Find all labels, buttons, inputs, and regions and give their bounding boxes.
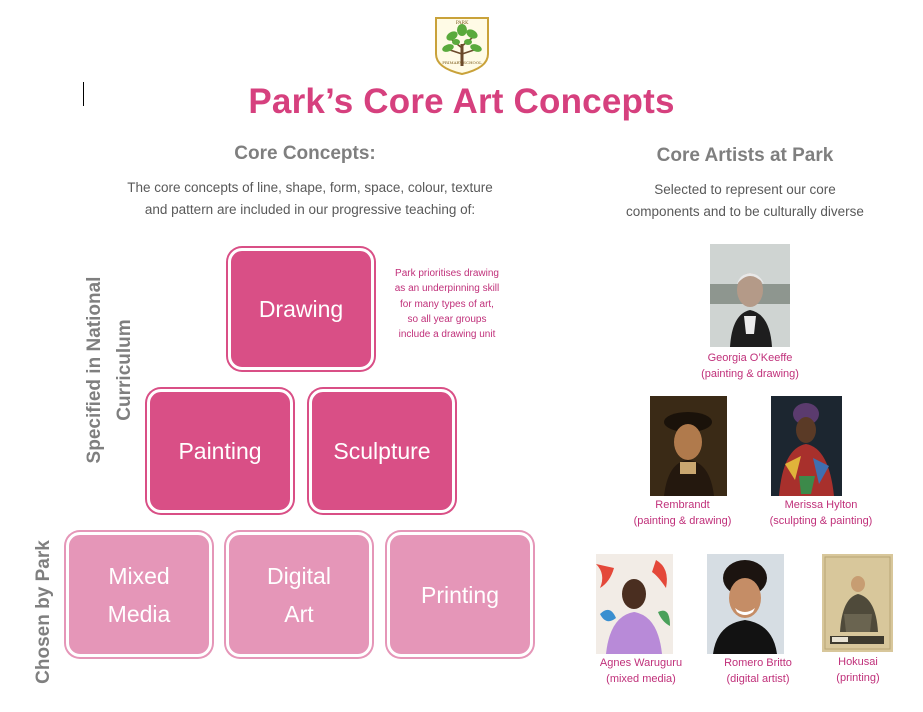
artist-caption-okeeffe bbox=[672, 350, 828, 382]
drawing-box bbox=[228, 248, 374, 370]
rembrandt-photo bbox=[650, 396, 727, 496]
core-artists-intro bbox=[590, 179, 900, 223]
painting-box bbox=[147, 389, 293, 513]
artist-name: Merissa Hylton bbox=[784, 499, 858, 511]
intro-line-2: and pattern are included in our progressive teaching of: bbox=[144, 202, 476, 217]
artists-intro-line-2: components and to be culturally diverse bbox=[626, 204, 864, 219]
note-line: as an underpinning skill bbox=[394, 283, 500, 295]
chosen-by-park-label: Chosen by Park bbox=[33, 540, 54, 684]
note-line: include a drawing unit bbox=[398, 329, 496, 341]
page-title: Park’s Core Art Concepts bbox=[248, 82, 675, 121]
note-line: so all year groups bbox=[407, 313, 487, 325]
artist-role: (digital artist) bbox=[726, 673, 790, 685]
artist-caption-rembrandt bbox=[610, 497, 755, 529]
artists-intro-line-1: Selected to represent our core bbox=[654, 182, 836, 197]
romero-britto-photo bbox=[707, 554, 784, 654]
mixed-media-line-1: Mixed bbox=[108, 562, 170, 589]
specified-label-line-1: Specified in National bbox=[84, 276, 105, 464]
painting-label: Painting bbox=[178, 438, 262, 464]
merissa-hylton-photo bbox=[771, 396, 842, 496]
artist-caption-britto bbox=[712, 655, 804, 687]
printing-box bbox=[387, 532, 533, 657]
artist-name: Hokusai bbox=[838, 656, 878, 668]
drawing-label: Drawing bbox=[258, 296, 344, 322]
logo-top-text: PARK bbox=[455, 21, 469, 26]
artist-caption-waruguru bbox=[591, 655, 691, 687]
digital-art-box bbox=[226, 532, 372, 657]
note-line: Park prioritises drawing bbox=[395, 268, 499, 279]
drawing-priority-note bbox=[386, 266, 508, 342]
digital-art-line-1: Digital bbox=[267, 562, 331, 589]
hokusai-photo bbox=[822, 554, 893, 652]
mixed-media-line-2: Media bbox=[107, 600, 171, 627]
core-concepts-heading: Core Concepts: bbox=[234, 143, 376, 164]
intro-line-1: The core concepts of line, shape, form, space, colour, texture bbox=[127, 180, 493, 195]
core-concepts-intro bbox=[60, 177, 560, 221]
core-artists-heading: Core Artists at Park bbox=[656, 145, 834, 166]
artist-name: Rembrandt bbox=[655, 499, 710, 511]
artist-caption-hylton bbox=[752, 497, 890, 529]
artist-name: Romero Britto bbox=[724, 657, 792, 669]
digital-art-line-2: Art bbox=[284, 600, 314, 627]
georgia-okeeffe-photo bbox=[710, 244, 790, 347]
sculpture-box bbox=[309, 389, 455, 513]
logo-bottom-text: PRIMARY SCHOOL bbox=[442, 60, 482, 65]
artist-role: (painting & drawing) bbox=[633, 515, 732, 527]
specified-in-curriculum-label bbox=[80, 245, 140, 495]
artist-name: Georgia O’Keeffe bbox=[707, 352, 793, 364]
specified-label-line-2: Curriculum bbox=[114, 319, 135, 421]
school-logo bbox=[430, 14, 494, 76]
artist-role: (printing) bbox=[836, 672, 880, 684]
agnes-waruguru-photo bbox=[596, 554, 673, 654]
artist-caption-hokusai bbox=[812, 654, 904, 686]
sculpture-label: Sculpture bbox=[333, 438, 431, 464]
note-line: for many types of art, bbox=[400, 298, 494, 310]
artist-role: (painting & drawing) bbox=[701, 368, 799, 380]
mixed-media-box bbox=[66, 532, 212, 657]
artist-role: (sculpting & painting) bbox=[769, 515, 873, 527]
artist-name: Agnes Waruguru bbox=[599, 657, 683, 669]
printing-label: Printing bbox=[421, 581, 499, 608]
artist-role: (mixed media) bbox=[606, 673, 676, 685]
